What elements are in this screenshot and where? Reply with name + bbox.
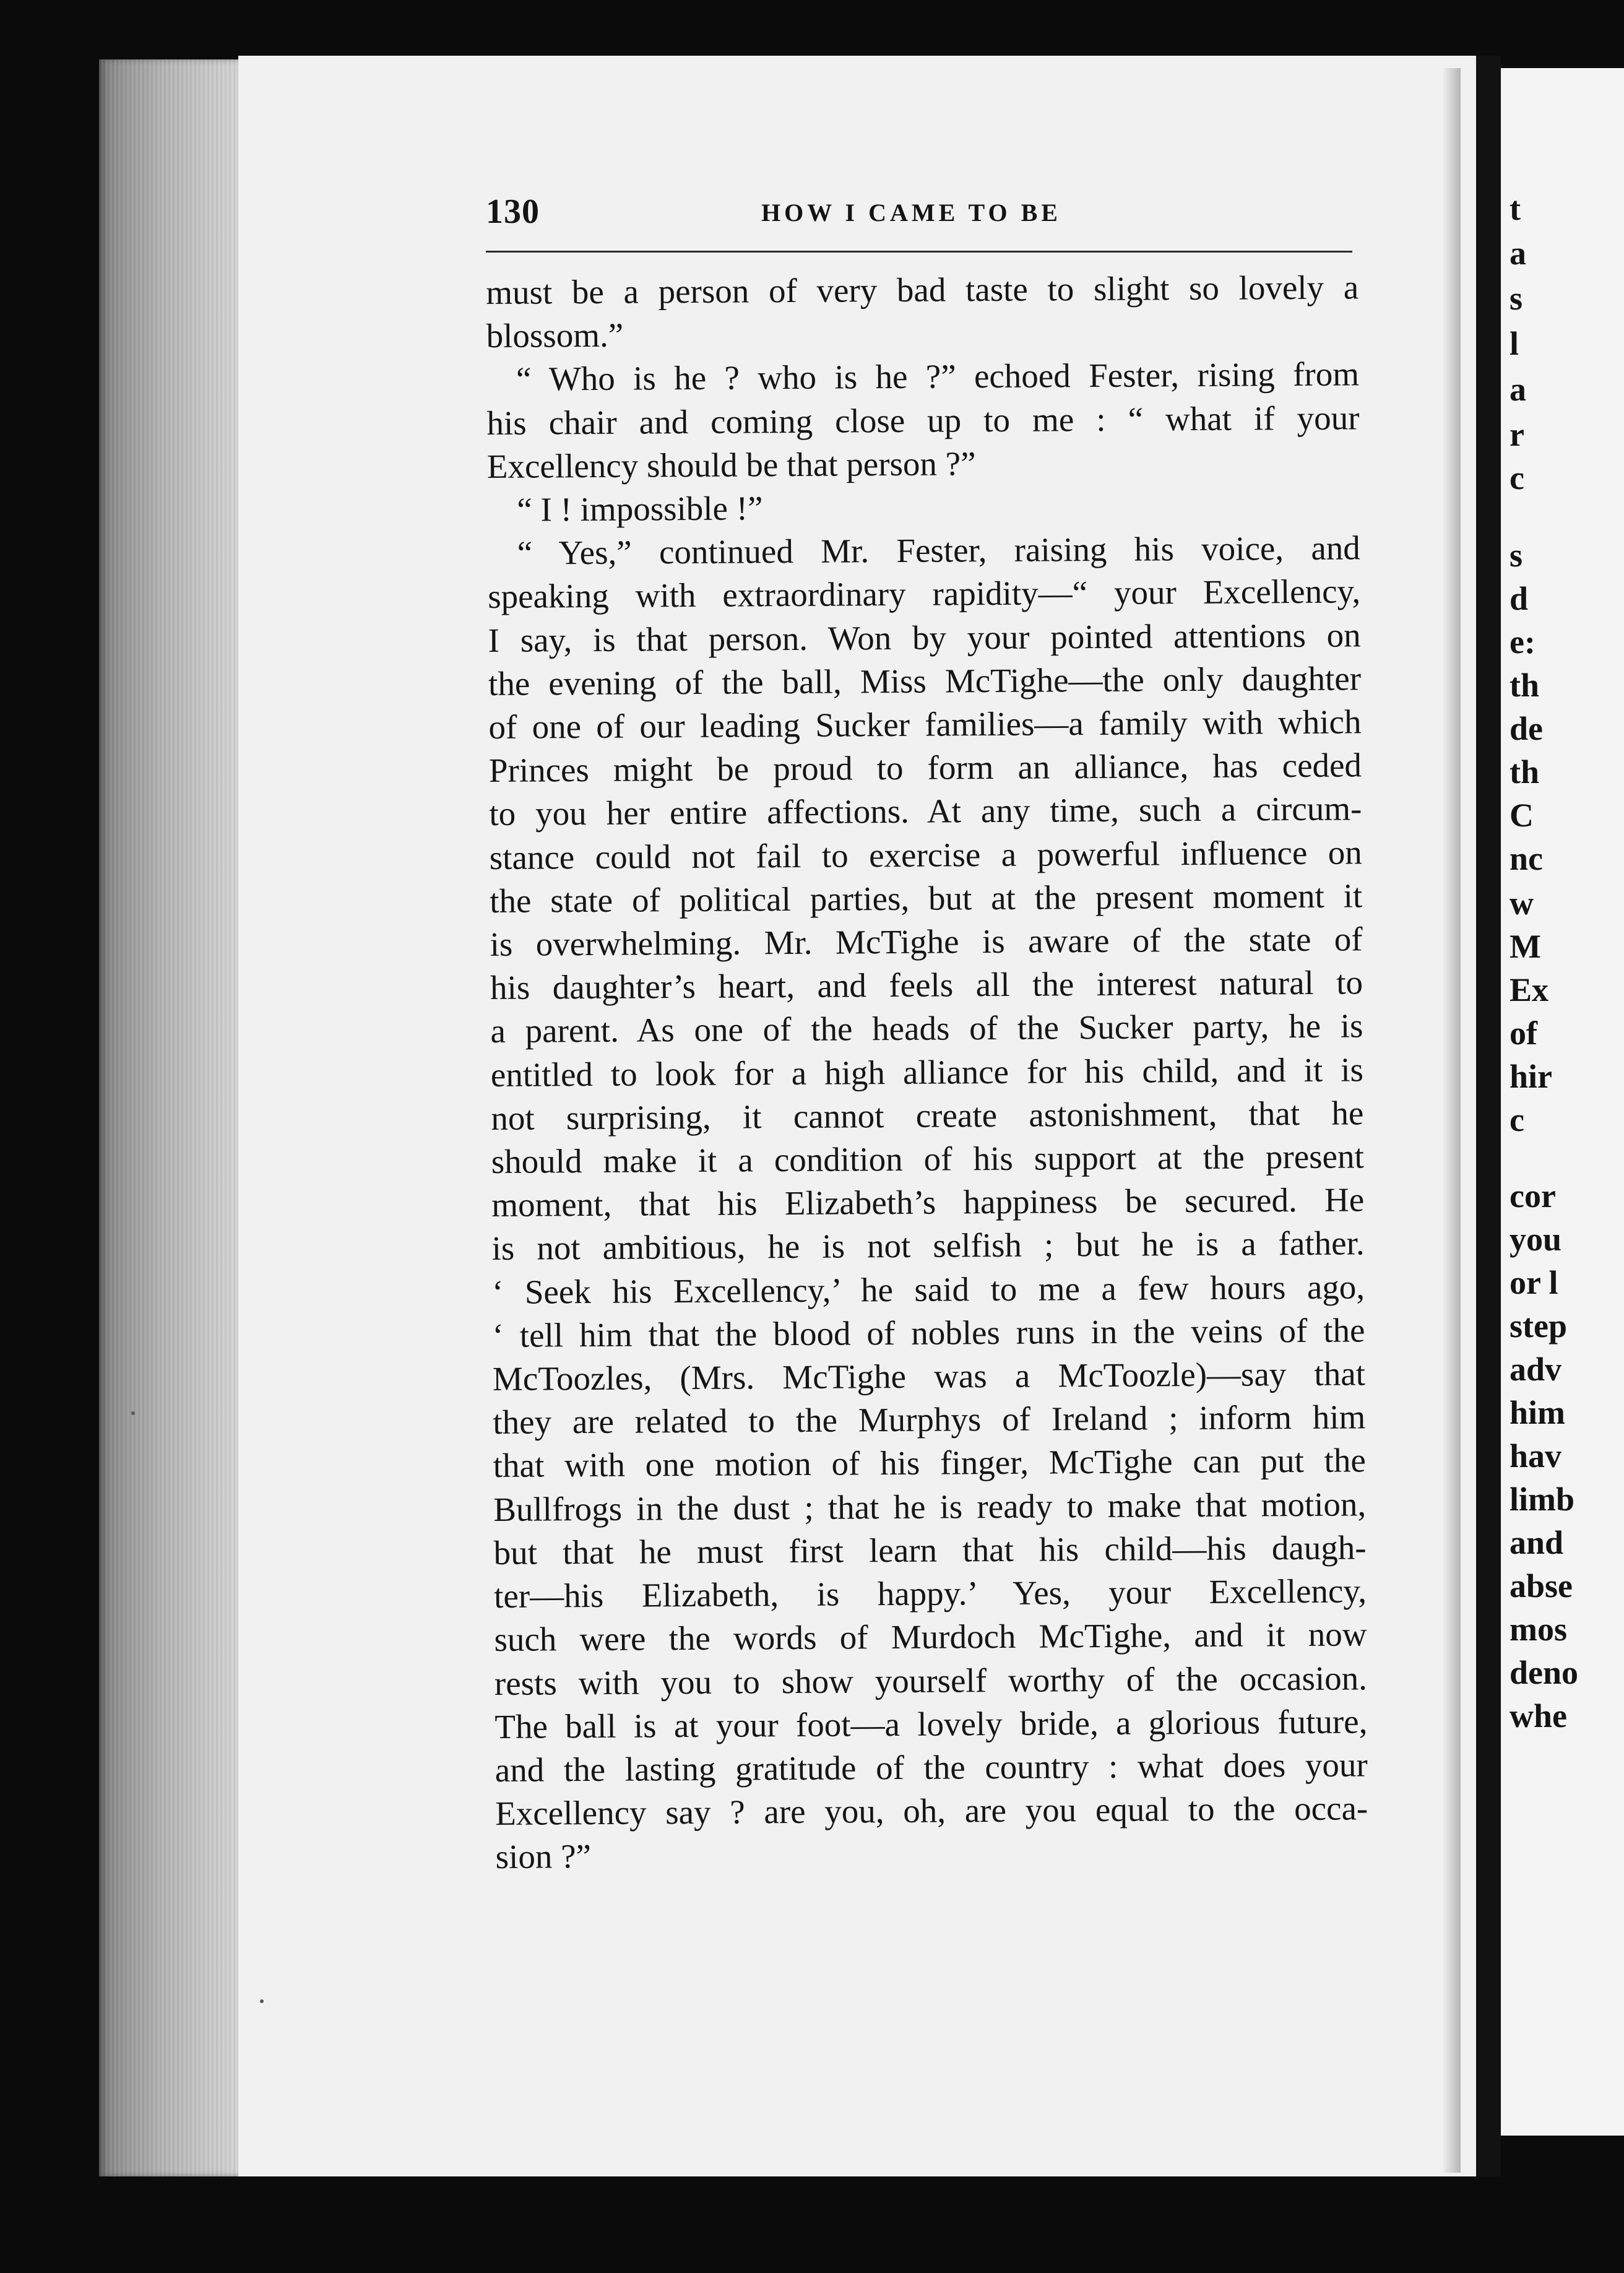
facing-page-text-fragment: or l xyxy=(1510,1264,1558,1301)
facing-page-text-fragment: t xyxy=(1510,190,1521,227)
text-line: speaking with extraordinary rapidity—“ your Excellency, xyxy=(488,572,1361,616)
facing-page-text-fragment: step xyxy=(1510,1307,1567,1344)
facing-page-text-fragment: de xyxy=(1510,710,1543,747)
facing-page-text-fragment: l xyxy=(1510,325,1519,362)
facing-page-text-fragment: c xyxy=(1510,1101,1524,1138)
page-curl-shadow xyxy=(1442,68,1461,2173)
facing-page-text-fragment: limb xyxy=(1510,1481,1575,1518)
text-line: “ Yes,” continued Mr. Fester, raising his voice, and xyxy=(517,529,1360,572)
text-line: and the lasting gratitude of the country : what does your xyxy=(495,1746,1368,1789)
facing-page-text-fragment: you xyxy=(1510,1221,1562,1258)
facing-page-text-fragment: nc xyxy=(1510,840,1543,877)
scan-speck xyxy=(131,1411,135,1415)
facing-page-text-fragment: a xyxy=(1510,371,1526,408)
body-text xyxy=(486,266,1368,1879)
facing-page-text-fragment: C xyxy=(1510,797,1534,834)
text-line: Excellency should be that person ?” xyxy=(486,444,976,485)
text-line: ‘ Seek his Excellency,’ he said to me a few hours ago, xyxy=(491,1268,1365,1311)
text-line: “ I ! impossible !” xyxy=(517,489,763,529)
facing-page-text-fragment: of xyxy=(1510,1015,1537,1052)
running-title: HOW I CAME TO BE xyxy=(761,199,1061,227)
facing-page-text-fragment: abse xyxy=(1510,1567,1573,1604)
facing-page-text-fragment: s xyxy=(1510,537,1523,574)
running-head xyxy=(486,192,1352,241)
text-line: is not ambitious, he is not selfish ; but he is a father. xyxy=(491,1224,1365,1268)
facing-page-text-fragment: M xyxy=(1510,928,1541,965)
text-line: but that he must first learn that his child—his daugh- xyxy=(493,1528,1367,1572)
facing-page-text-fragment: a xyxy=(1510,235,1526,272)
text-line: sion ?” xyxy=(495,1837,592,1876)
text-line: the state of political parties, but at the present moment it xyxy=(490,877,1363,920)
text-line: entitled to look for a high alliance for his child, and it is xyxy=(490,1050,1364,1094)
header-rule xyxy=(486,251,1352,253)
facing-page-text-fragment: r xyxy=(1510,416,1524,453)
text-line: stance could not fail to exercise a powerful influence on xyxy=(489,833,1362,877)
text-line: to you her entire affections. At any time, such a circum- xyxy=(489,789,1362,833)
text-line: Bullfrogs in the dust ; that he is ready to make that motion, xyxy=(493,1485,1367,1528)
text-line: a parent. As one of the heads of the Sucker party, he is xyxy=(490,1007,1363,1050)
page-number: 130 xyxy=(486,193,540,231)
facing-page-text-fragment: th xyxy=(1510,667,1540,704)
facing-page-text-fragment: Ex xyxy=(1510,971,1549,1008)
facing-page-text-fragment: w xyxy=(1510,885,1534,922)
text-line: his daughter’s heart, and feels all the interest natural to xyxy=(490,963,1363,1007)
page-block-edge xyxy=(99,59,248,2176)
facing-page-text-fragment: cor xyxy=(1510,1177,1556,1214)
text-line: the evening of the ball, Miss McTighe—the only daughter xyxy=(488,659,1362,703)
text-line: McToozles, (Mrs. McTighe was a McToozle)—say that xyxy=(492,1354,1366,1398)
text-line: of one of our leading Sucker families—a family with which xyxy=(488,703,1362,747)
facing-page-text-fragment: e: xyxy=(1510,623,1535,660)
text-line: Princes might be proud to form an alliance, has ceded xyxy=(488,746,1362,790)
book-gutter xyxy=(1476,56,1501,2176)
text-line: blossom.” xyxy=(486,316,624,355)
text-line: “ Who is he ? who is he ?” echoed Fester, rising from xyxy=(516,355,1360,399)
facing-page-text-fragment: s xyxy=(1510,280,1523,317)
facing-page-text-fragment: him xyxy=(1510,1394,1566,1431)
text-line: rests with you to show yourself worthy of the occasion. xyxy=(494,1658,1368,1702)
text-line: such were the words of Murdoch McTighe, and it now xyxy=(494,1615,1367,1659)
facing-page-text-fragment: deno xyxy=(1510,1654,1579,1691)
facing-page-text-fragment: mos xyxy=(1510,1611,1567,1648)
facing-page-text-fragment: hir xyxy=(1510,1058,1553,1095)
text-line: I say, is that person. Won by your pointed attentions on xyxy=(488,616,1361,659)
facing-page-text-fragment: and xyxy=(1510,1524,1564,1561)
facing-page-text-fragment: th xyxy=(1510,753,1540,790)
text-line: they are related to the Murphys of Ireland ; inform him xyxy=(493,1398,1366,1442)
text-line: that with one motion of his finger, McTighe can put the xyxy=(493,1441,1366,1485)
text-line: The ball is at your foot—a lovely bride, a glorious future, xyxy=(495,1702,1368,1746)
facing-page-text-fragment: d xyxy=(1510,580,1529,617)
facing-page-text-fragment: whe xyxy=(1510,1697,1567,1734)
text-line: must be a person of very bad taste to slight so lovely a xyxy=(486,268,1359,311)
text-line: ter—his Elizabeth, is happy.’ Yes, your Excellency, xyxy=(493,1572,1367,1616)
text-line: is overwhelming. Mr. McTighe is aware of the state of xyxy=(490,920,1363,964)
text-line: ‘ tell him that the blood of nobles runs in the veins of the xyxy=(492,1311,1365,1354)
facing-page-fragment xyxy=(1501,68,1624,2136)
facing-page-text-fragment: adv xyxy=(1510,1351,1562,1388)
text-line: should make it a condition of his support at the present xyxy=(491,1137,1364,1181)
text-line: moment, that his Elizabeth’s happiness be secured. He xyxy=(491,1180,1365,1224)
text-line: Excellency say ? are you, oh, are you equal to the occa- xyxy=(495,1789,1368,1833)
text-line: not surprising, it cannot create astonishment, that he xyxy=(491,1094,1364,1137)
text-line: his chair and coming close up to me : “ what if your xyxy=(486,398,1360,442)
facing-page-text-fragment: hav xyxy=(1510,1437,1562,1474)
scan-speck xyxy=(260,1999,264,2003)
facing-page-text-fragment: c xyxy=(1510,459,1524,496)
